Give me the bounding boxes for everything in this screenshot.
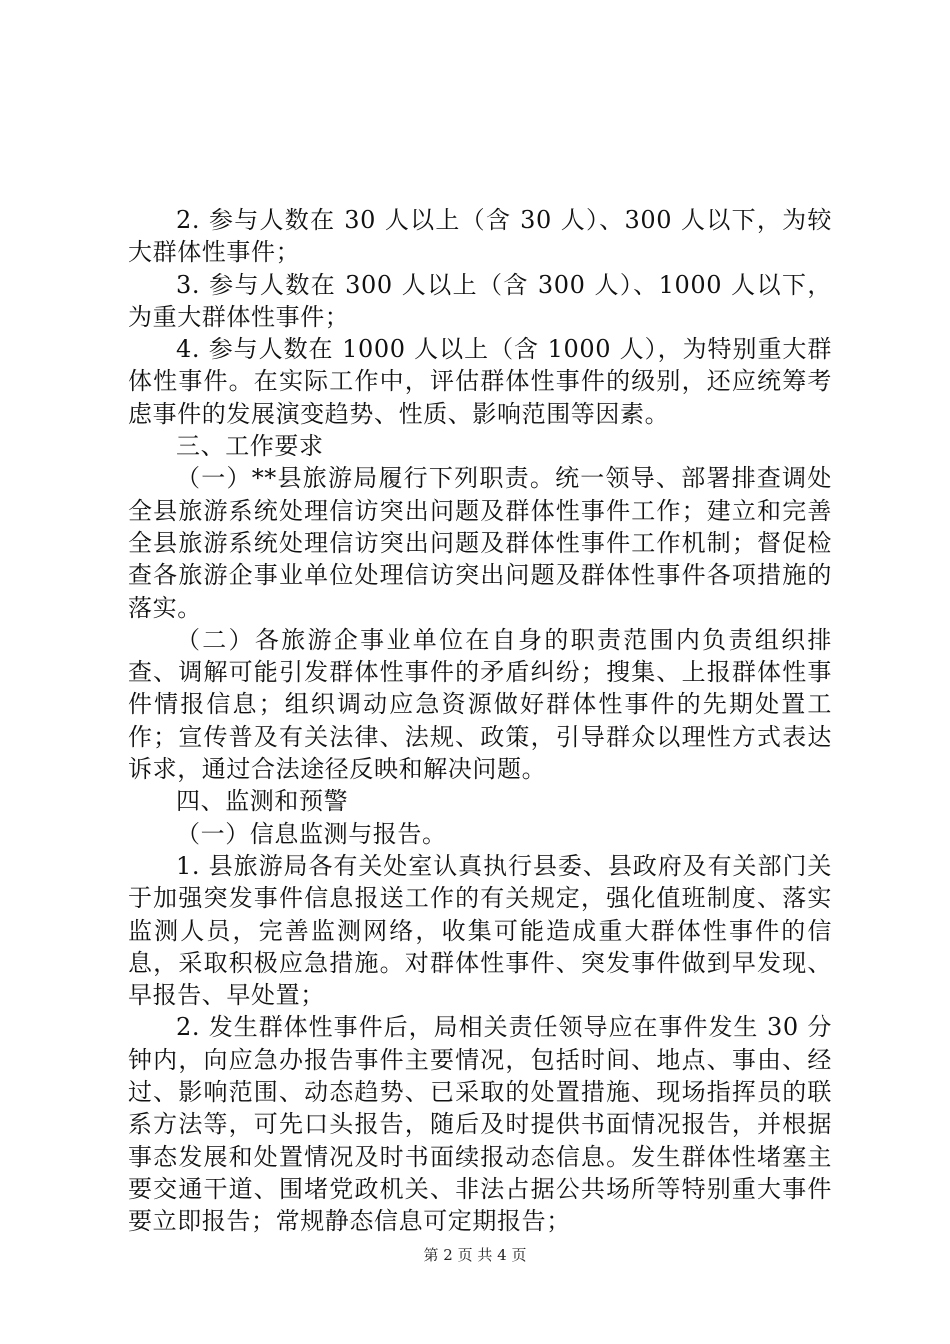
paragraph-monitoring-item-1: 1. 县旅游局各有关处室认真执行县委、县政府及有关部门关于加强突发事件信息报送工作的有关规定，强化值班制度、落实监测人员，完善监测网络，收集可能造成重大群体性事件的信息，采取积极应急措施。对群体性事件、突发事件做到早发现、早报告、早处置； — [128, 851, 832, 1010]
section-heading-monitoring-warning: 四、监测和预警 — [176, 787, 349, 816]
paragraph-level-major: 3. 参与人数在 300 人以上（含 300 人）、1000 人以下，为重大群体性事件； — [128, 270, 832, 331]
paragraph-level-extraordinary: 4. 参与人数在 1000 人以上（含 1000 人），为特别重大群体性事件。在实际工作中，评估群体性事件的级别，还应统筹考虑事件的发展演变趋势、性质、影响范围等因素。 — [128, 335, 832, 428]
paragraph-county-bureau-duties: （一）**县旅游局履行下列职责。统一领导、部署排查调处全县旅游系统处理信访突出问题及群体性事件工作；建立和完善全县旅游系统处理信访突出问题及群体性事件工作机制；督促检查各旅游企事业单位处理信访突出问题及群体性事件各项措施的落实。 — [128, 464, 832, 622]
document-body — [128, 204, 832, 1238]
paragraph-level-large: 2. 参与人数在 30 人以上（含 30 人）、300 人以下，为较大群体性事件； — [128, 206, 832, 267]
paragraph-monitoring-item-2: 2. 发生群体性事件后，局相关责任领导应在事件发生 30 分钟内，向应急办报告事件主要情况，包括时间、地点、事由、经过、影响范围、动态趋势、已采取的处置措施、现场指挥员的联系方法等，可先口头报告，随后及时提供书面情况报告，并根据事态发展和处置情况及时书面续报动态信息。发生群体性堵塞主要交通干道、围堵党政机关、非法占据公共场所等特别重大事件要立即报告；常规静态信息可定期报告； — [128, 1013, 832, 1236]
paragraph-enterprise-duties: （二）各旅游企事业单位在自身的职责范围内负责组织排查、调解可能引发群体性事件的矛盾纠纷；搜集、上报群体性事件情报信息；组织调动应急资源做好群体性事件的先期处置工作；宣传普及有关法律、法规、政策，引导群众以理性方式表达诉求，通过合法途径反映和解决问题。 — [128, 625, 832, 784]
page-number-footer: 第 2 页 共 4 页 — [423, 1246, 527, 1264]
section-heading-work-requirements: 三、工作要求 — [176, 432, 324, 461]
subheading-info-monitoring: （一）信息监测与报告。 — [176, 819, 447, 848]
